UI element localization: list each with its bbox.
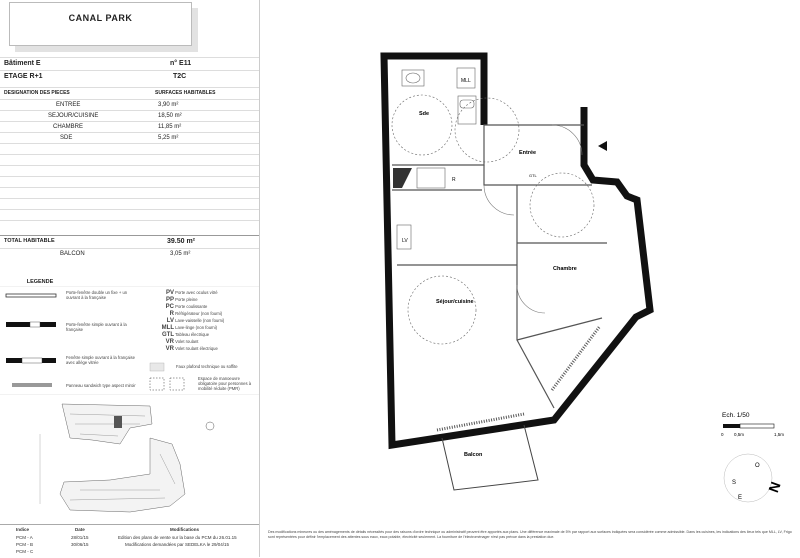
room-area: 5,25 m² [158, 135, 179, 141]
rev-mod: Modifications demandées par SEDELKA le 29/04/15 [125, 542, 230, 547]
rooms-table-header [0, 87, 259, 99]
room-label-sde: Sde [419, 111, 430, 117]
rev-indice: PCM - C [16, 549, 34, 554]
compass-west: O [755, 463, 760, 469]
batiment-label: Bâtiment E [4, 60, 41, 67]
entry-arrow [598, 141, 607, 151]
gaine-technique [393, 168, 412, 188]
info-row-etage [0, 70, 259, 84]
faux-plafond-symbol [150, 363, 164, 371]
site-plan [0, 394, 259, 520]
sandwich-panel-symbol [12, 383, 52, 387]
compass-south: S [732, 480, 737, 486]
room-name: SEJOUR/CUISINE [48, 113, 99, 119]
compass-icon [724, 454, 772, 502]
project-title: CANAL PARK [68, 13, 133, 23]
legend-title: LEGENDE [26, 279, 54, 285]
balcon-row [0, 248, 259, 260]
abbreviation-list: PV Porte avec oculus vitré PP Porte pleine PC Porte coulissante R Réfrigérateur (non fourni) LV Lave-vaisselle (non fourni) MLL Lave-linge (non fourni) GTL Tableau électrique VR Volet roulant VR Volet roulant électrique [161, 290, 225, 352]
compass-east: E [738, 495, 743, 501]
site-plan-highlight [114, 416, 122, 428]
rev-date: 30/06/15 [71, 542, 89, 547]
total-row [0, 235, 259, 247]
pmr-label: Espace de manoeuvre obligatoire pour personnes à mobilité réduite (PMR) [198, 376, 252, 391]
rev-header-mod: Modifications [170, 527, 199, 532]
rev-indice: PCM - B [16, 542, 34, 547]
scale-tick-1: 0,5m [734, 432, 745, 437]
info-panel [0, 0, 260, 557]
scale-tick-2: 1,5m [774, 432, 785, 437]
type-label: T2C [173, 73, 187, 80]
info-row-batiment [0, 57, 259, 71]
room-area: 11,85 m² [158, 124, 182, 130]
balcon-label: BALCON [60, 251, 85, 257]
total-value: 39.50 m² [167, 238, 196, 245]
legend-item: Fenêtre simple ouvrant à la française avec allège vitrée [66, 355, 135, 365]
room-label-entree: Entrée [519, 150, 537, 156]
project-title-box [9, 2, 192, 46]
rev-header-indice: Indice [16, 527, 30, 532]
room-label-chambre: Chambre [553, 266, 577, 272]
room-label-sejour: Séjour/cuisine [436, 299, 474, 305]
room-label-balcon: Balcon [464, 452, 483, 458]
revisions-table [0, 524, 259, 558]
etage-label: ETAGE R+1 [4, 73, 43, 80]
legend-item: Panneau sandwich type aspect miroir [66, 383, 136, 388]
room-name: CHAMBRE [53, 124, 84, 130]
label-r: R [452, 177, 456, 183]
empty-row [0, 220, 259, 232]
room-area: 3,90 m² [158, 102, 179, 108]
legend-item: Porte-fenêtre simple ouvrant à la française [66, 322, 127, 332]
pmr-symbol [150, 378, 164, 390]
compass-north: N [765, 479, 784, 495]
balcon-value: 3,05 m² [170, 251, 191, 257]
rev-header-date: Date [75, 527, 85, 532]
room-area: 18,50 m² [158, 113, 182, 119]
disclaimer-notes: Des modifications mineures ou des aménagements de détails nécessités pour des raisons d'ordre technique ou administratif peuvent être apportés aux plans. Une différence maximale de 5% par rapport aux surfaces indiquées sera considérée comme admissible. Dans les cuisines, les indications des lieux tels que MLL, LV, Frigo sont représentées pour définir l'emplacement des attentes sous eaux, eaux potable, électricité seulement. La fourniture de l'électroménager n'est pas prévue dans la prestation due. [268, 530, 792, 539]
label-lv: LV [402, 238, 408, 244]
label-mll: MLL [461, 78, 471, 84]
scale-title: Ech. 1/50 [722, 412, 750, 419]
scale-tick-0: 0 [721, 432, 724, 437]
label-gtl: GTL [529, 173, 537, 178]
floor-plan [262, 0, 800, 528]
total-label: TOTAL HABITABLE [4, 238, 55, 244]
scale-bar [723, 424, 774, 428]
rev-indice: PCM - A [16, 535, 33, 540]
room-name: ENTREE [56, 102, 81, 108]
rev-mod: Edition des plans de vente sur la base du PCM du 26.01.15 [118, 535, 237, 540]
col-designation: DESIGNATION DES PIECES [4, 90, 70, 96]
lot-number: n° E11 [170, 60, 192, 67]
room-name: SDE [60, 135, 73, 141]
col-surface: SURFACES HABITABLES [155, 90, 216, 96]
rev-date: 28/01/15 [71, 535, 89, 540]
faux-plafond-label: Faux plafond technique ou soffite [176, 364, 238, 369]
legend-item: Porte-fenêtre double un fixe + un ouvrant à la française [66, 290, 128, 300]
double-door-symbol [6, 294, 56, 297]
